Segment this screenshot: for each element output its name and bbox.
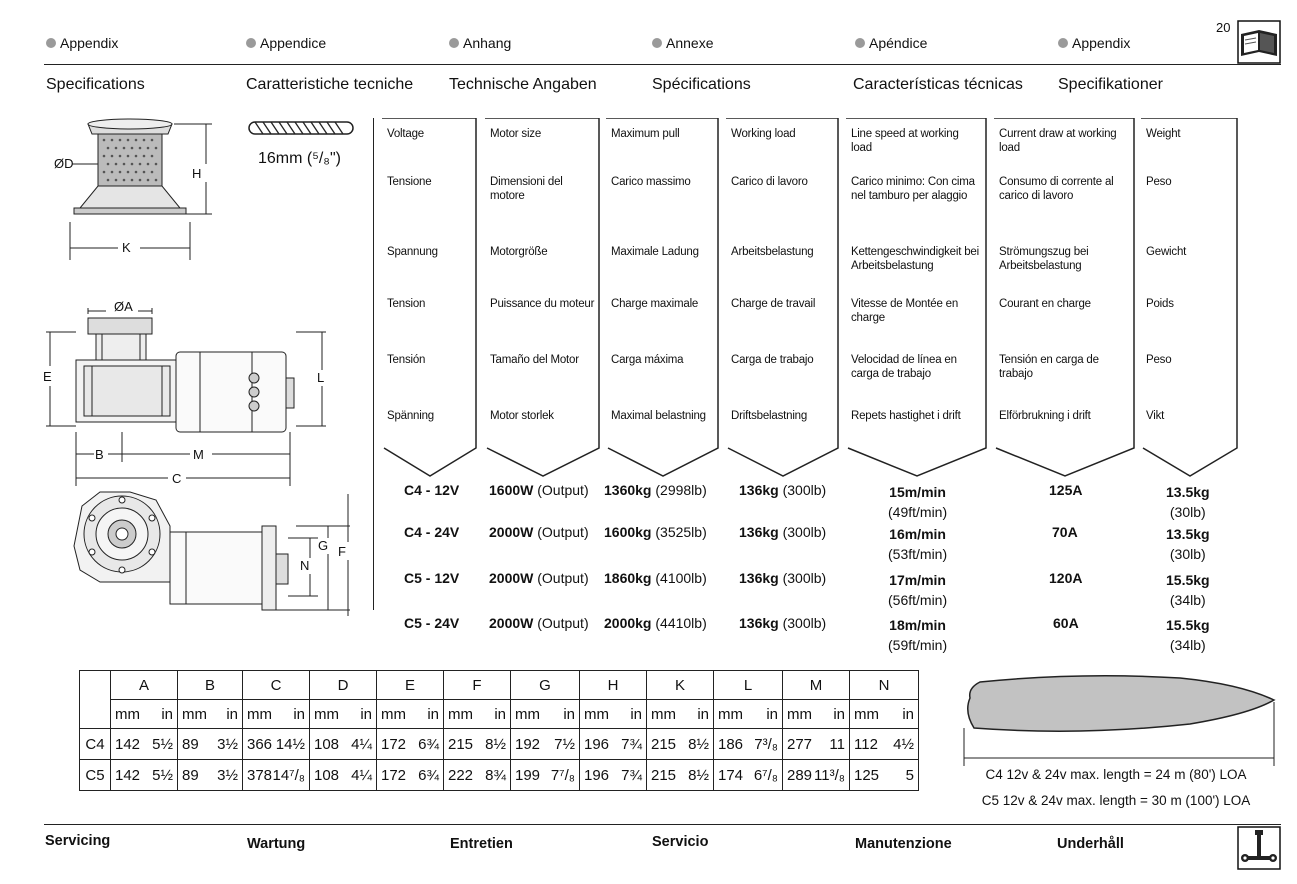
dim-letter: L xyxy=(714,671,783,700)
dim-cell: 277 11 xyxy=(783,729,850,760)
page-number: 20 xyxy=(1216,20,1231,35)
dim-letter: A xyxy=(111,671,178,700)
spec-label: Charge de travail xyxy=(731,298,816,310)
spec-label: Strömungszug bei Arbeitsbelastung xyxy=(999,246,1089,272)
book-icon xyxy=(1237,20,1281,69)
footer-underhall: Underhåll xyxy=(1057,836,1124,852)
dim-cell: 125 5 xyxy=(850,760,919,791)
dim-label-g: G xyxy=(318,538,329,553)
dim-cell: 89 3½ xyxy=(178,729,243,760)
motor-value: 2000W (Output) xyxy=(489,524,589,540)
dim-row-c4 xyxy=(80,729,919,760)
bullet-icon xyxy=(652,38,662,48)
pull-value: 1860kg (4100lb) xyxy=(604,570,707,586)
pull-value: 1360kg (2998lb) xyxy=(604,482,707,498)
spec-label: Carga máxima xyxy=(611,354,684,366)
loa-note-c5: C5 12v & 24v max. length = 30 m (100') LOA xyxy=(981,793,1251,808)
footer-entretien: Entretien xyxy=(450,836,513,852)
bullet-icon xyxy=(855,38,865,48)
motor-value: 1600W (Output) xyxy=(489,482,589,498)
dim-label-a: ØA xyxy=(114,299,133,314)
spec-label: Arbeitsbelastung xyxy=(731,246,814,258)
spec-label: Vikt xyxy=(1146,410,1165,422)
spec-label: Velocidad de línea en carga de trabajo xyxy=(851,354,957,380)
unit-cell: mm in xyxy=(444,700,511,729)
dim-letter: E xyxy=(377,671,444,700)
spec-label: Tensione xyxy=(387,176,432,188)
current-value: 60A xyxy=(1053,615,1079,631)
speed-value: 18m/min (59ft/min) xyxy=(888,617,948,653)
spec-label: Repets hastighet i drift xyxy=(851,410,961,422)
bullet-icon xyxy=(46,38,56,48)
unit-cell: mm in xyxy=(310,700,377,729)
title-es: Características técnicas xyxy=(853,76,1023,93)
spec-label: Tensión en carga de trabajo xyxy=(999,354,1099,380)
tab-anhang-de: Anhang xyxy=(449,35,511,51)
spec-col-working-load xyxy=(726,118,840,480)
dim-cell: 196 7¾ xyxy=(580,729,647,760)
spec-label: Peso xyxy=(1146,176,1172,188)
spec-col-motor xyxy=(485,118,601,480)
header-rule xyxy=(44,64,1281,65)
bullet-icon xyxy=(1058,38,1068,48)
dim-cell: 289 11³/₈ xyxy=(783,760,850,791)
dim-header-row xyxy=(80,671,919,700)
wrench-icon xyxy=(1237,826,1281,875)
spec-label: Carga de trabajo xyxy=(731,354,814,366)
spec-row-c4-24v xyxy=(0,524,1297,566)
spec-label: Spänning xyxy=(387,410,434,422)
current-value: 120A xyxy=(1049,570,1083,586)
current-value: 70A xyxy=(1052,524,1078,540)
dim-cell: 108 4¼ xyxy=(310,729,377,760)
spec-label: Elförbrukning i drift xyxy=(999,410,1091,422)
weight-value: 15.5kg (34lb) xyxy=(1166,617,1210,653)
spec-label: Consumo di corrente al carico di lavoro xyxy=(999,176,1114,202)
motor-value: 2000W (Output) xyxy=(489,615,589,631)
dim-cell: 222 8¾ xyxy=(444,760,511,791)
dim-cell: 142 5½ xyxy=(111,760,178,791)
footer-manutenzione: Manutenzione xyxy=(855,836,952,852)
dim-cell: 366 14½ xyxy=(243,729,310,760)
spec-label: Voltage xyxy=(387,128,424,140)
dim-cell: 215 8½ xyxy=(647,729,714,760)
spec-col-weight xyxy=(1141,118,1239,480)
current-value: 125A xyxy=(1049,482,1083,498)
dim-label-h: H xyxy=(192,166,202,181)
speed-value: 15m/min (49ft/min) xyxy=(888,484,948,520)
dim-label-f: F xyxy=(338,544,346,559)
dim-letter: N xyxy=(850,671,919,700)
model-label: C4 - 12V xyxy=(404,482,460,498)
corner-cell xyxy=(80,671,111,729)
spec-col-line-speed xyxy=(846,118,988,480)
spec-label: Gewicht xyxy=(1146,246,1187,258)
model-cell: C5 xyxy=(80,760,111,791)
dim-label-e: E xyxy=(43,369,52,384)
tab-appendix-sv: Appendix xyxy=(1058,35,1130,51)
spec-label: Vitesse de Montée en charge xyxy=(851,298,959,324)
pull-value: 2000kg (4410lb) xyxy=(604,615,707,631)
boat-hull-diagram xyxy=(960,670,1278,775)
pull-value: 1600kg (3525lb) xyxy=(604,524,707,540)
spec-col-max-pull xyxy=(606,118,720,480)
rope-size: 16mm (⁵/₈") xyxy=(258,150,341,167)
tab-annexe-fr: Annexe xyxy=(652,35,713,51)
dim-cell: 172 6¾ xyxy=(377,760,444,791)
spec-label: Tamaño del Motor xyxy=(490,354,579,366)
load-value: 136kg (300lb) xyxy=(739,570,827,586)
tab-apendice-es: Apéndice xyxy=(855,35,927,51)
dim-letter: G xyxy=(511,671,580,700)
title-it: Caratteristiche tecniche xyxy=(246,76,414,93)
dim-cell: 196 7¾ xyxy=(580,760,647,791)
title-de: Technische Angaben xyxy=(449,76,597,93)
unit-cell: mm in xyxy=(111,700,178,729)
spec-label: Tension xyxy=(387,298,426,310)
spec-col-current xyxy=(994,118,1136,480)
title-en: Specifications xyxy=(46,76,145,93)
footer-servicing: Servicing xyxy=(45,833,111,849)
dim-cell: 172 6¾ xyxy=(377,729,444,760)
loa-note-c4: C4 12v & 24v max. length = 24 m (80') LOA xyxy=(985,767,1247,782)
spec-label: Spannung xyxy=(387,246,438,258)
title-fr: Spécifications xyxy=(652,76,751,93)
unit-cell: mm in xyxy=(178,700,243,729)
spec-label: Poids xyxy=(1146,298,1174,310)
speed-value: 16m/min (53ft/min) xyxy=(888,526,948,562)
spec-label: Maximale Ladung xyxy=(611,246,699,258)
footer-wartung: Wartung xyxy=(247,836,306,852)
spec-label: Maximum pull xyxy=(611,128,680,140)
dim-cell: 378 14⁷/₈ xyxy=(243,760,310,791)
dim-label-b: B xyxy=(95,447,104,462)
footer-rule xyxy=(44,824,1281,825)
title-sv: Specifikationer xyxy=(1058,76,1163,93)
model-label: C5 - 12V xyxy=(404,570,460,586)
spec-label: Motorgröße xyxy=(490,246,548,258)
spec-row-c4-12v xyxy=(0,482,1297,524)
dim-letter: K xyxy=(647,671,714,700)
spec-label: Courant en charge xyxy=(999,298,1091,310)
winch-front-diagram xyxy=(40,296,340,486)
unit-cell: mm in xyxy=(714,700,783,729)
load-value: 136kg (300lb) xyxy=(739,482,827,498)
load-value: 136kg (300lb) xyxy=(739,524,827,540)
dim-cell: 89 3½ xyxy=(178,760,243,791)
weight-value: 13.5kg (30lb) xyxy=(1166,526,1210,562)
unit-cell: mm in xyxy=(243,700,310,729)
dim-unit-row xyxy=(80,700,919,729)
spec-label: Carico minimo: Con cima nel tamburo per alaggio xyxy=(851,176,975,202)
load-value: 136kg (300lb) xyxy=(739,615,827,631)
dim-label-l: L xyxy=(317,370,325,385)
dim-cell: 108 4¼ xyxy=(310,760,377,791)
dim-cell: 186 7³/₈ xyxy=(714,729,783,760)
footer-servicio: Servicio xyxy=(652,834,709,850)
spec-label: Line speed at working load xyxy=(851,128,959,154)
dim-letter: M xyxy=(783,671,850,700)
dim-cell: 174 6⁷/₈ xyxy=(714,760,783,791)
model-label: C4 - 24V xyxy=(404,524,460,540)
dim-cell: 112 4½ xyxy=(850,729,919,760)
speed-value: 17m/min (56ft/min) xyxy=(888,572,948,608)
dim-letter: H xyxy=(580,671,647,700)
dim-label-k: K xyxy=(122,240,131,255)
winch-side-diagram xyxy=(40,110,260,260)
dim-cell: 215 8½ xyxy=(647,760,714,791)
model-cell: C4 xyxy=(80,729,111,760)
spec-label: Carico massimo xyxy=(611,176,691,188)
spec-label: Carico di lavoro xyxy=(731,176,808,188)
weight-value: 15.5kg (34lb) xyxy=(1166,572,1210,608)
spec-label: Motor size xyxy=(490,128,542,140)
tab-appendice-it: Appendice xyxy=(246,35,326,51)
spec-label: Weight xyxy=(1146,128,1181,140)
spec-label: Peso xyxy=(1146,354,1172,366)
spec-label: Driftsbelastning xyxy=(731,410,808,422)
dim-cell: 142 5½ xyxy=(111,729,178,760)
spec-col-voltage xyxy=(382,118,478,480)
dim-letter: D xyxy=(310,671,377,700)
dim-letter: C xyxy=(243,671,310,700)
dimension-table xyxy=(79,670,919,791)
dim-label-m: M xyxy=(193,447,204,462)
spec-label: Puissance du moteur xyxy=(490,298,595,310)
spec-label: Dimensioni del motore xyxy=(490,176,563,202)
dim-label-d: ØD xyxy=(54,156,74,171)
tab-appendix-en: Appendix xyxy=(46,35,118,51)
spec-label: Kettengeschwindigkeit bei Arbeitsbelastung xyxy=(851,246,979,272)
model-label: C5 - 24V xyxy=(404,615,460,631)
rope-icon xyxy=(247,118,355,143)
dim-cell: 215 8½ xyxy=(444,729,511,760)
unit-cell: mm in xyxy=(647,700,714,729)
dim-letter: B xyxy=(178,671,243,700)
spec-label: Charge maximale xyxy=(611,298,699,310)
spec-row-c5-12v xyxy=(0,570,1297,612)
weight-value: 13.5kg (30lb) xyxy=(1166,484,1210,520)
unit-cell: mm in xyxy=(377,700,444,729)
spec-label: Current draw at working load xyxy=(999,128,1117,154)
spec-label: Tensión xyxy=(387,354,426,366)
unit-cell: mm in xyxy=(580,700,647,729)
spec-row-c5-24v xyxy=(0,615,1297,657)
bullet-icon xyxy=(246,38,256,48)
bullet-icon xyxy=(449,38,459,48)
spec-label: Working load xyxy=(731,128,796,140)
spec-label: Motor storlek xyxy=(490,410,554,422)
unit-cell: mm in xyxy=(783,700,850,729)
unit-cell: mm in xyxy=(850,700,919,729)
dim-cell: 199 7⁷/₈ xyxy=(511,760,580,791)
spec-label: Maximal belastning xyxy=(611,410,706,422)
motor-value: 2000W (Output) xyxy=(489,570,589,586)
dim-label-n: N xyxy=(300,558,310,573)
unit-cell: mm in xyxy=(511,700,580,729)
dim-row-c5 xyxy=(80,760,919,791)
dim-label-c: C xyxy=(172,471,182,486)
dim-cell: 192 7½ xyxy=(511,729,580,760)
dim-letter: F xyxy=(444,671,511,700)
